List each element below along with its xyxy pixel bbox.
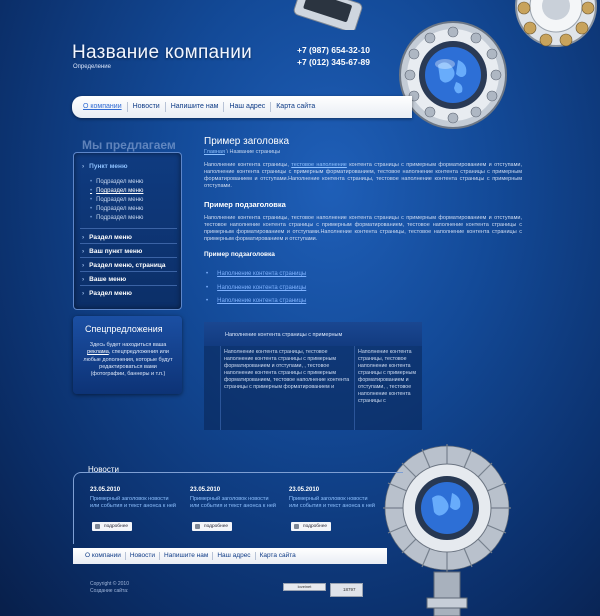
sidebar-menu [73,152,182,310]
news-date: 23.05.2010 [289,487,320,493]
bearing-corner-illustration [510,0,600,52]
footer-nav-contact[interactable]: Напишите нам [160,552,213,560]
phone-number-2: +7 (012) 345-67-89 [297,57,371,67]
sidebar-divider [80,285,177,286]
paragraph-text: Наполнение контента страницы, [204,162,289,168]
bearing-globe-illustration [398,20,508,130]
content-paragraph-1 [204,162,522,190]
phone-illustration [292,0,370,30]
news-more-button[interactable]: подробнее [92,522,132,531]
footer-nav-news[interactable]: Новости [126,552,160,560]
news-title: Новости [88,465,119,474]
subheading-2: Пример подзаголовка [204,251,275,258]
sidebar-subitem-4[interactable]: • Подраздел меню [90,206,143,212]
visit-counter[interactable]: 18797 [330,583,363,597]
sidebar-title: Мы предлагаем [82,138,176,152]
sidebar-item-section-1[interactable]: › Раздел меню [82,234,132,241]
sidebar-subitem-5[interactable]: • Подраздел меню [90,215,143,221]
breadcrumb-current: Название страницы [229,149,281,155]
table-header [204,322,422,346]
table-cell: Наполнение контента страницы, тестовое наполнение контента страницы с примерным форматированием и отступами, , тестовое наполнение контента страницы с [358,349,416,404]
sidebar-item-section-2[interactable]: › Раздел меню [82,290,132,297]
copyright [90,581,129,595]
footer-nav-sitemap[interactable]: Карта сайта [259,552,296,559]
news-date: 23.05.2010 [190,487,221,493]
paragraph-text: контента страницы с примерным форматированием и отступами, наполнение контента страницы с примерным форматированием, тестовое наполнение контента страницы с примерным форматированием и отступами.Наполнение контента страницы, тестовое наполнение контента страницы с примерным отступами. [204,162,523,189]
content-link-3[interactable]: • Наполнение контента страницы [206,298,306,304]
breadcrumb-separator: \ [226,149,228,155]
content-link-2[interactable]: • Наполнение контента страницы [206,285,306,291]
news-more-button[interactable]: подробнее [192,522,232,531]
news-more-button[interactable]: подробнее [291,522,331,531]
copyright-text: Copyright © 2010 [90,581,129,587]
special-offers-box [73,316,182,394]
subheading-1: Пример подзаголовка [204,200,286,209]
nav-contact[interactable]: Напишите нам [166,102,225,112]
nav-address[interactable]: Наш адрес [224,102,271,112]
table-column-divider [354,346,355,430]
breadcrumb-home-link[interactable]: Главная [204,149,225,155]
footer-nav-about[interactable]: О компании [81,552,126,560]
table-header-text: Наполнение контента страницы с примерным [225,332,343,338]
sidebar-divider [80,243,177,244]
site-creator-text: Создание сайта: [90,588,129,594]
sidebar-item-your-menu[interactable]: › Ваше меню [82,276,126,283]
nav-news[interactable]: Новости [128,102,166,112]
sidebar-divider [80,271,177,272]
top-nav [72,96,412,118]
sidebar-divider [80,228,177,229]
test-content-link[interactable]: тестовое наполнение [291,162,347,168]
page-title: Пример заголовка [204,136,290,147]
breadcrumb [204,149,280,155]
sidebar-item-section-page[interactable]: › Раздел меню, страница [82,262,166,269]
content-paragraph-2: Наполнение контента страницы, тестовое наполнение контента страницы с примерным форматированием и отступами, тестовое наполнение контента страницы с примерным форматированием, тестовое наполнение контента страницы с примерным форматированием и отступами.Наполнение контента страницы, тестовое наполнение контента страницы с примерным форматированием и отступами. [204,215,522,242]
table-cell: Наполнение контента страницы, тестовое наполнение контента страницы с примерным форматированием и отступами, , тестовое наполнение контента страницы с примерным форматированием, тестовое наполнение контента страницы с примерным форматированием и [224,349,350,390]
special-offers-title: Спецпредложения [85,324,163,334]
footer-nav-address[interactable]: Наш адрес [213,552,255,560]
nav-about[interactable]: О компании [78,102,128,112]
special-text-part: Здесь будет находиться ваша [89,342,167,348]
table-column-divider [220,346,221,430]
ad-link[interactable]: реклама [87,349,109,356]
phone-number-1: +7 (987) 654-32-10 [297,45,371,55]
counter-badge[interactable]: loveinet [283,583,326,591]
nav-sitemap[interactable]: Карта сайта [276,103,316,110]
news-date: 23.05.2010 [90,487,121,493]
company-name: Название компании [72,42,253,63]
content-table [204,322,422,430]
sidebar-item-main[interactable]: › Пункт меню [82,163,128,170]
sidebar-subitem-2[interactable]: • Подраздел меню [90,188,143,194]
news-section [73,472,403,544]
company-tagline: Определение [73,64,111,70]
sidebar-subitem-3[interactable]: • Подраздел меню [90,197,143,203]
sidebar-subitem-1[interactable]: • Подраздел меню [90,179,143,185]
news-headline-link[interactable]: Примерный заголовок новости или события и текст анонса к ней [90,496,176,509]
phone-block [297,44,370,68]
content-link-1[interactable]: • Наполнение контента страницы [206,271,306,277]
news-headline-link[interactable]: Примерный заголовок новости или события и текст анонса к ней [190,496,276,509]
sidebar-item-your-item[interactable]: › Ваш пункт меню [82,248,142,255]
bottom-nav [73,548,387,564]
news-headline-link[interactable]: Примерный заголовок новости или события и текст анонса к ней [289,496,375,509]
sidebar-divider [80,257,177,258]
special-offers-text [81,342,175,378]
special-text-part: , спецпредложения или любые дополнения, которые будут редактироваться вами (фотографии, баннеры и т.п.) [83,349,173,378]
